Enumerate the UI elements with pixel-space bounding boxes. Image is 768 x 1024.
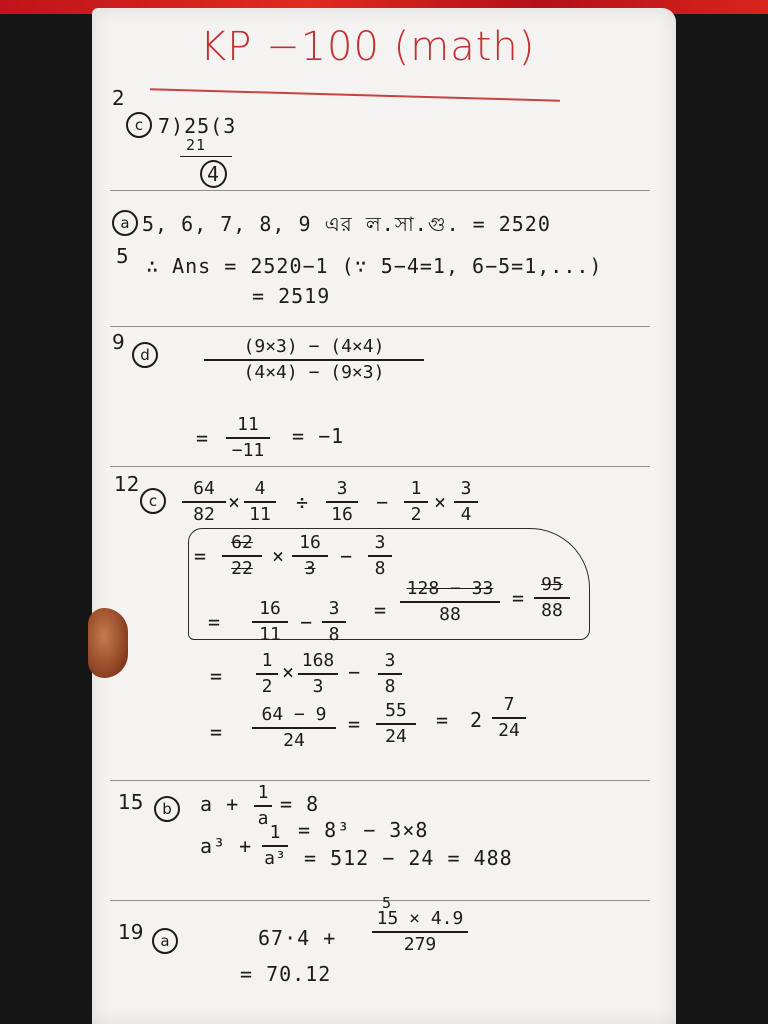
operator: − (348, 660, 362, 684)
fraction (376, 700, 416, 748)
fraction-denominator: 24 (498, 720, 520, 741)
fraction-numerator: 1 (410, 478, 422, 499)
operator: × (434, 490, 448, 514)
fraction-bar (262, 845, 288, 847)
result-fraction (226, 414, 270, 462)
fraction (298, 650, 338, 698)
fraction-denominator: 279 (403, 934, 437, 955)
equation-part: = 8 (280, 792, 320, 816)
fraction (400, 578, 500, 626)
answer-step: ∴ Ans = 2520−1 (∵ 5−4=1, 6−5=1,...) (146, 254, 603, 278)
division-remainder (200, 160, 227, 188)
equation-part: 67·4 + (258, 926, 337, 950)
equals-sign: = (196, 426, 210, 450)
remainder-circle: 4 (200, 160, 227, 188)
fraction (256, 650, 278, 698)
equals-sign: = (436, 708, 450, 732)
operator: × (272, 544, 286, 568)
equals-sign: = (374, 598, 388, 622)
answer-result: = 2519 (252, 284, 331, 308)
equals-sign: = (512, 586, 526, 610)
operator: × (228, 490, 242, 514)
operator: × (282, 660, 296, 684)
fraction-numerator: 168 (301, 650, 335, 671)
equals-sign: = (348, 712, 362, 736)
notebook-page (92, 8, 676, 1024)
answer-option-circle: a (152, 928, 178, 954)
fraction-numerator: 64 (193, 478, 215, 499)
fraction-denominator: 2 (410, 504, 422, 525)
fraction (262, 822, 288, 870)
fraction-denominator: a (257, 808, 269, 829)
fraction-numerator: 16 (299, 532, 321, 553)
fraction-bar (404, 501, 428, 503)
fraction-bar (322, 621, 346, 623)
fraction (252, 598, 288, 646)
answer-option-circle: a (112, 210, 138, 236)
fraction-numerator: (9×3) − (4×4) (243, 336, 385, 357)
answer-option-circle: c (126, 112, 152, 138)
question-number: 2 (112, 86, 125, 110)
fraction-denominator: 88 (541, 600, 563, 621)
finger-holding-page (88, 608, 128, 678)
fraction (372, 908, 468, 956)
operator: − (376, 490, 390, 514)
fraction-bar (204, 359, 424, 361)
section-divider (110, 466, 650, 467)
fraction-denominator: (4×4) − (9×3) (243, 362, 385, 383)
fraction-denominator: 88 (439, 604, 461, 625)
fraction-numerator: 16 (259, 598, 281, 619)
equation-part: a + (200, 792, 240, 816)
fraction-denominator: −11 (231, 440, 265, 461)
fraction-numerator: 4 (254, 478, 266, 499)
section-divider (110, 190, 650, 191)
equals-sign: = (210, 664, 224, 688)
fraction-numerator: 3 (384, 650, 396, 671)
fraction-bar (368, 555, 392, 557)
fraction (368, 532, 392, 580)
section-divider (110, 780, 650, 781)
fraction-numerator: 62 (231, 532, 253, 553)
fraction-bar (534, 597, 570, 599)
fraction-numerator: 1 (257, 782, 269, 803)
fraction (252, 704, 336, 752)
question-number: 9 (112, 330, 125, 354)
fraction-denominator: a³ (264, 848, 286, 869)
fraction-bar (492, 717, 526, 719)
fraction-bar (252, 727, 336, 729)
fraction-denominator: 8 (374, 558, 386, 579)
fraction-numerator: 64 − 9 (261, 704, 327, 725)
fraction-denominator: 2 (261, 676, 273, 697)
division-line (180, 156, 232, 157)
fraction (534, 574, 570, 622)
fraction-numerator: 3 (374, 532, 386, 553)
fraction-denominator: 16 (331, 504, 353, 525)
fraction (326, 478, 358, 526)
lcm-statement: 5, 6, 7, 8, 9 এর ল.সা.গু. = 2520 (142, 212, 551, 236)
fraction-denominator: 3 (304, 558, 316, 579)
fraction (182, 478, 226, 526)
answer-option-circle: b (154, 796, 180, 822)
fraction-denominator: 8 (384, 676, 396, 697)
fraction-bar (182, 501, 226, 503)
fraction-denominator: 3 (312, 676, 324, 697)
fraction-bar (254, 805, 272, 807)
fraction (292, 532, 328, 580)
operator: − (300, 610, 314, 634)
fraction-bar (292, 555, 328, 557)
fraction-bar (454, 501, 478, 503)
fraction-bar (244, 501, 276, 503)
fraction-bar (256, 673, 278, 675)
fraction-bar (252, 621, 288, 623)
fraction-numerator: 55 (385, 700, 407, 721)
fraction-bar (222, 555, 262, 557)
fraction-numerator: 11 (237, 414, 259, 435)
fraction (454, 478, 478, 526)
cancel-note: 5 (382, 894, 393, 912)
main-fraction (204, 336, 424, 384)
fraction-numerator: 3 (336, 478, 348, 499)
operator: ÷ (296, 490, 310, 514)
fraction-numerator: 7 (503, 694, 515, 715)
mixed-number-whole: 2 (470, 708, 484, 732)
fraction-bar (378, 673, 402, 675)
fraction-bar (326, 501, 358, 503)
answer-result: = 512 − 24 = 488 (304, 846, 513, 870)
fraction-bar (376, 723, 416, 725)
answer-result: = −1 (292, 424, 345, 448)
question-number: 15 (118, 790, 144, 814)
equation-part: a³ + (200, 834, 253, 858)
division-subtract: 21 (186, 136, 207, 154)
fraction-numerator: 1 (269, 822, 281, 843)
fraction-numerator: 1 (261, 650, 273, 671)
question-number: 5 (116, 244, 129, 268)
fraction-bar (372, 931, 468, 933)
fraction (404, 478, 428, 526)
answer-result: = 70.12 (240, 962, 332, 986)
question-number: 12 (114, 472, 140, 496)
fraction-denominator: 24 (385, 726, 407, 747)
section-divider (110, 326, 650, 327)
fraction-numerator: 3 (460, 478, 472, 499)
section-divider (110, 900, 650, 901)
fraction (222, 532, 262, 580)
fraction-denominator: 4 (460, 504, 472, 525)
answer-option-circle: d (132, 342, 158, 368)
equals-sign: = (208, 610, 222, 634)
equation-part: = 8³ − 3×8 (298, 818, 429, 842)
fraction-numerator: 15 × 4.9 (376, 908, 464, 929)
fraction (492, 694, 526, 742)
division-work: 7)25(3 (158, 114, 237, 138)
operator: − (340, 544, 354, 568)
fraction-bar (226, 437, 270, 439)
fraction-bar (400, 601, 500, 603)
page-title: KP −100 (math) (200, 24, 536, 70)
fraction (244, 478, 276, 526)
fraction-numerator: 3 (328, 598, 340, 619)
answer-option-circle: c (140, 488, 166, 514)
fraction-denominator: 82 (193, 504, 215, 525)
fraction-denominator: 11 (249, 504, 271, 525)
fraction-denominator: 8 (328, 624, 340, 645)
fraction-denominator: 22 (231, 558, 253, 579)
fraction-bar (298, 673, 338, 675)
equals-sign: = (194, 544, 208, 568)
fraction-numerator: 128 − 33 (406, 578, 494, 599)
fraction (378, 650, 402, 698)
fraction-denominator: 11 (259, 624, 281, 645)
fraction (322, 598, 346, 646)
fraction-denominator: 24 (283, 730, 305, 751)
equals-sign: = (210, 720, 224, 744)
fraction-numerator: 95 (541, 574, 563, 595)
question-number: 19 (118, 920, 144, 944)
